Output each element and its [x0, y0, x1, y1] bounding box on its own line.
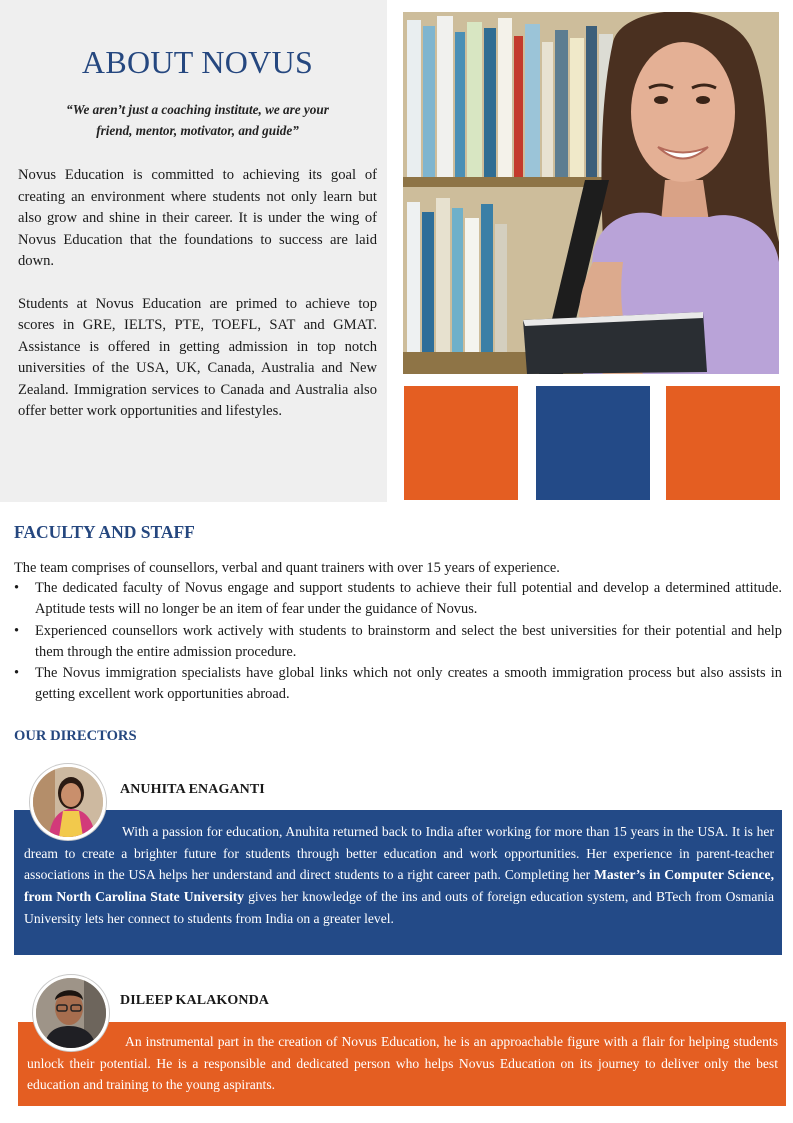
- list-item-text: Experienced counsellors work actively with students to brainstorm and select the best universities for their potential and help them through the entire admission procedure.: [35, 622, 782, 660]
- about-quote-line-1: “We aren’t just a coaching institute, we are your: [66, 102, 329, 117]
- director-avatar-anuhita: [30, 764, 106, 840]
- avatar-illustration: [36, 978, 106, 1048]
- bullet-icon: •: [14, 665, 20, 682]
- director-avatar-dileep: [33, 975, 109, 1051]
- bullet-icon: •: [14, 580, 20, 596]
- faculty-heading: FACULTY AND STAFF: [14, 522, 195, 542]
- student-photo: [403, 12, 779, 374]
- about-paragraph-2: Students at Novus Education are primed to achieve top scores in GRE, IELTS, PTE, TOEFL, SAT and GMAT. Assistance is offered in getting admission in top notch universities of the USA, UK, Canada, Australia and New Zealand. Immigration services to Canada and Australia also offer better work opportunities and lifestyles.: [18, 295, 377, 419]
- page-title: ABOUT NOVUS: [81, 44, 314, 80]
- list-item: [14, 663, 782, 706]
- director-bio-dileep: [18, 1022, 786, 1106]
- bullet-icon: •: [14, 622, 20, 639]
- about-paragraph-1: Novus Education is committed to achieving its goal of creating an environment where students not only learn but also grow and shine in their career. It is under the wing of Novus Education that the foundations to success are laid down.: [18, 167, 377, 269]
- directors-heading: OUR DIRECTORS: [14, 728, 137, 744]
- director-name-dileep: DILEEP KALAKONDA: [120, 993, 270, 1008]
- decorative-tile-orange-left: [404, 386, 518, 500]
- about-quote: [18, 99, 377, 141]
- decorative-tile-navy: [536, 386, 650, 500]
- list-item-text: The Novus immigration specialists have global links which not only creates a smooth immigration process but also assists in getting excellent work opportunities abroad.: [35, 665, 782, 703]
- about-panel: [0, 0, 387, 502]
- list-item: [14, 578, 782, 621]
- bio-text-bold: Master’s in Computer Science, from North Carolina State University: [24, 867, 774, 905]
- bio-text-part-2: gives her knowledge of the ins and outs of foreign education system, and BTech from Osmania University lets her connect to students from India on a greater level.: [24, 889, 774, 926]
- list-item-text: The dedicated faculty of Novus engage and support students to achieve their full potential and develop a determined attitude. Aptitude tests will no longer be an item of fear under the guidance of Novus.: [35, 580, 782, 618]
- list-item: [14, 621, 782, 664]
- student-photo-illustration: [403, 12, 779, 374]
- director-name-anuhita: ANUHITA ENAGANTI: [120, 782, 265, 797]
- about-quote-line-2: friend, mentor, motivator, and guide”: [96, 123, 299, 138]
- faculty-intro: The team comprises of counsellors, verbal and quant trainers with over 15 years of experience.: [14, 560, 560, 576]
- director-bio-anuhita: [14, 810, 782, 955]
- decorative-tile-orange-right: [666, 386, 780, 500]
- avatar-illustration: [33, 767, 103, 837]
- bio-text: An instrumental part in the creation of Novus Education, he is an approachable figure with a flair for helping students unlock their potential. He is a responsible and dedicated person who helps Novus Education on its journey to deliver only the best education and training to the young aspirants.: [27, 1034, 778, 1093]
- bio-text-part-1: With a passion for education, Anuhita returned back to India after working for more than 15 years in the USA. It is her dream to create a brighter future for students through better education and work opportunities. Her experience in parent-teacher associations in the USA helps her understand and direct students to a right career path. Completing her: [24, 824, 774, 883]
- faculty-list: [14, 578, 782, 706]
